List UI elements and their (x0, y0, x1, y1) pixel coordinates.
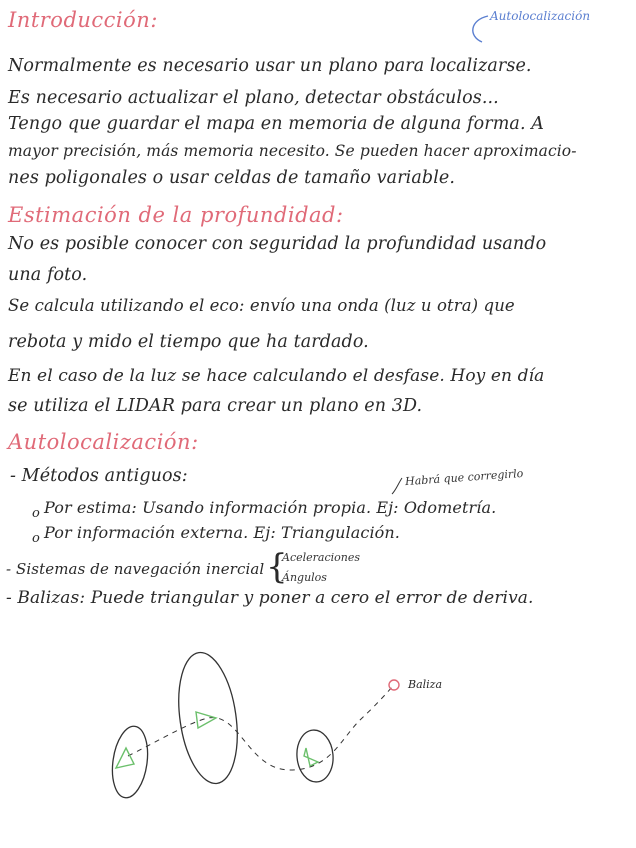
curly-brace: { (266, 547, 288, 587)
bullet-1: o (32, 506, 40, 521)
depth-line-3: Se calcula utilizando el eco: envío una onda (luz u otra) que (8, 296, 515, 315)
depth-line-1: No es posible conocer con seguridad la profundidad usando (8, 234, 547, 254)
heading-autoloc: Autolocalización: (8, 430, 199, 454)
tag-arrow (473, 16, 488, 42)
heading-depth: Estimación de la profundidad: (8, 203, 344, 227)
depth-line-4: rebota y mido el tiempo que ha tardado. (8, 332, 369, 352)
inertial-nav: - Sistemas de navegación inercial (6, 560, 265, 578)
item-externa: Por información externa. Ej: Triangulación. (44, 523, 400, 542)
beacon-circle (389, 680, 399, 690)
beacon-label: Baliza (408, 678, 443, 691)
note-arrow (392, 478, 402, 494)
intro-line-4: mayor precisión, más memoria necesito. Se pueden hacer aproximacio- (8, 142, 577, 160)
triangle-1 (116, 748, 134, 768)
triangle-2 (196, 712, 216, 728)
heading-intro: Introducción: (8, 8, 158, 32)
trajectory-path (128, 686, 393, 770)
brace-item-2: Ángulos (282, 571, 327, 584)
intro-line-1: Normalmente es necesario usar un plano para localizarse. (8, 56, 532, 76)
bullet-2: o (32, 531, 40, 546)
intro-line-3: Tengo que guardar el mapa en memoria de alguna forma. A (8, 114, 545, 134)
old-methods: - Métodos antiguos: (10, 466, 188, 486)
ellipse-2 (171, 649, 245, 788)
depth-line-2: una foto. (8, 265, 88, 285)
intro-line-2: Es necesario actualizar el plano, detectar obstáculos... (8, 88, 499, 108)
depth-line-6: se utiliza el LIDAR para crear un plano en 3D. (8, 396, 423, 416)
brace-item-1: Aceleraciones (282, 551, 360, 564)
triangle-3 (304, 748, 318, 766)
depth-line-5: En el caso de la luz se hace calculando el desfase. Hoy en día (8, 366, 545, 386)
top-tag: Autolocalización (490, 9, 591, 23)
ellipse-1 (108, 724, 152, 800)
note-corregir: Habrá que corregirlo (404, 466, 524, 489)
beacons-line: - Balizas: Puede triangular y poner a cero el error de deriva. (6, 588, 534, 608)
intro-line-5: nes poligonales o usar celdas de tamaño variable. (8, 168, 456, 188)
item-estima: Por estima: Usando información propia. Ej: Odometría. (44, 498, 497, 517)
